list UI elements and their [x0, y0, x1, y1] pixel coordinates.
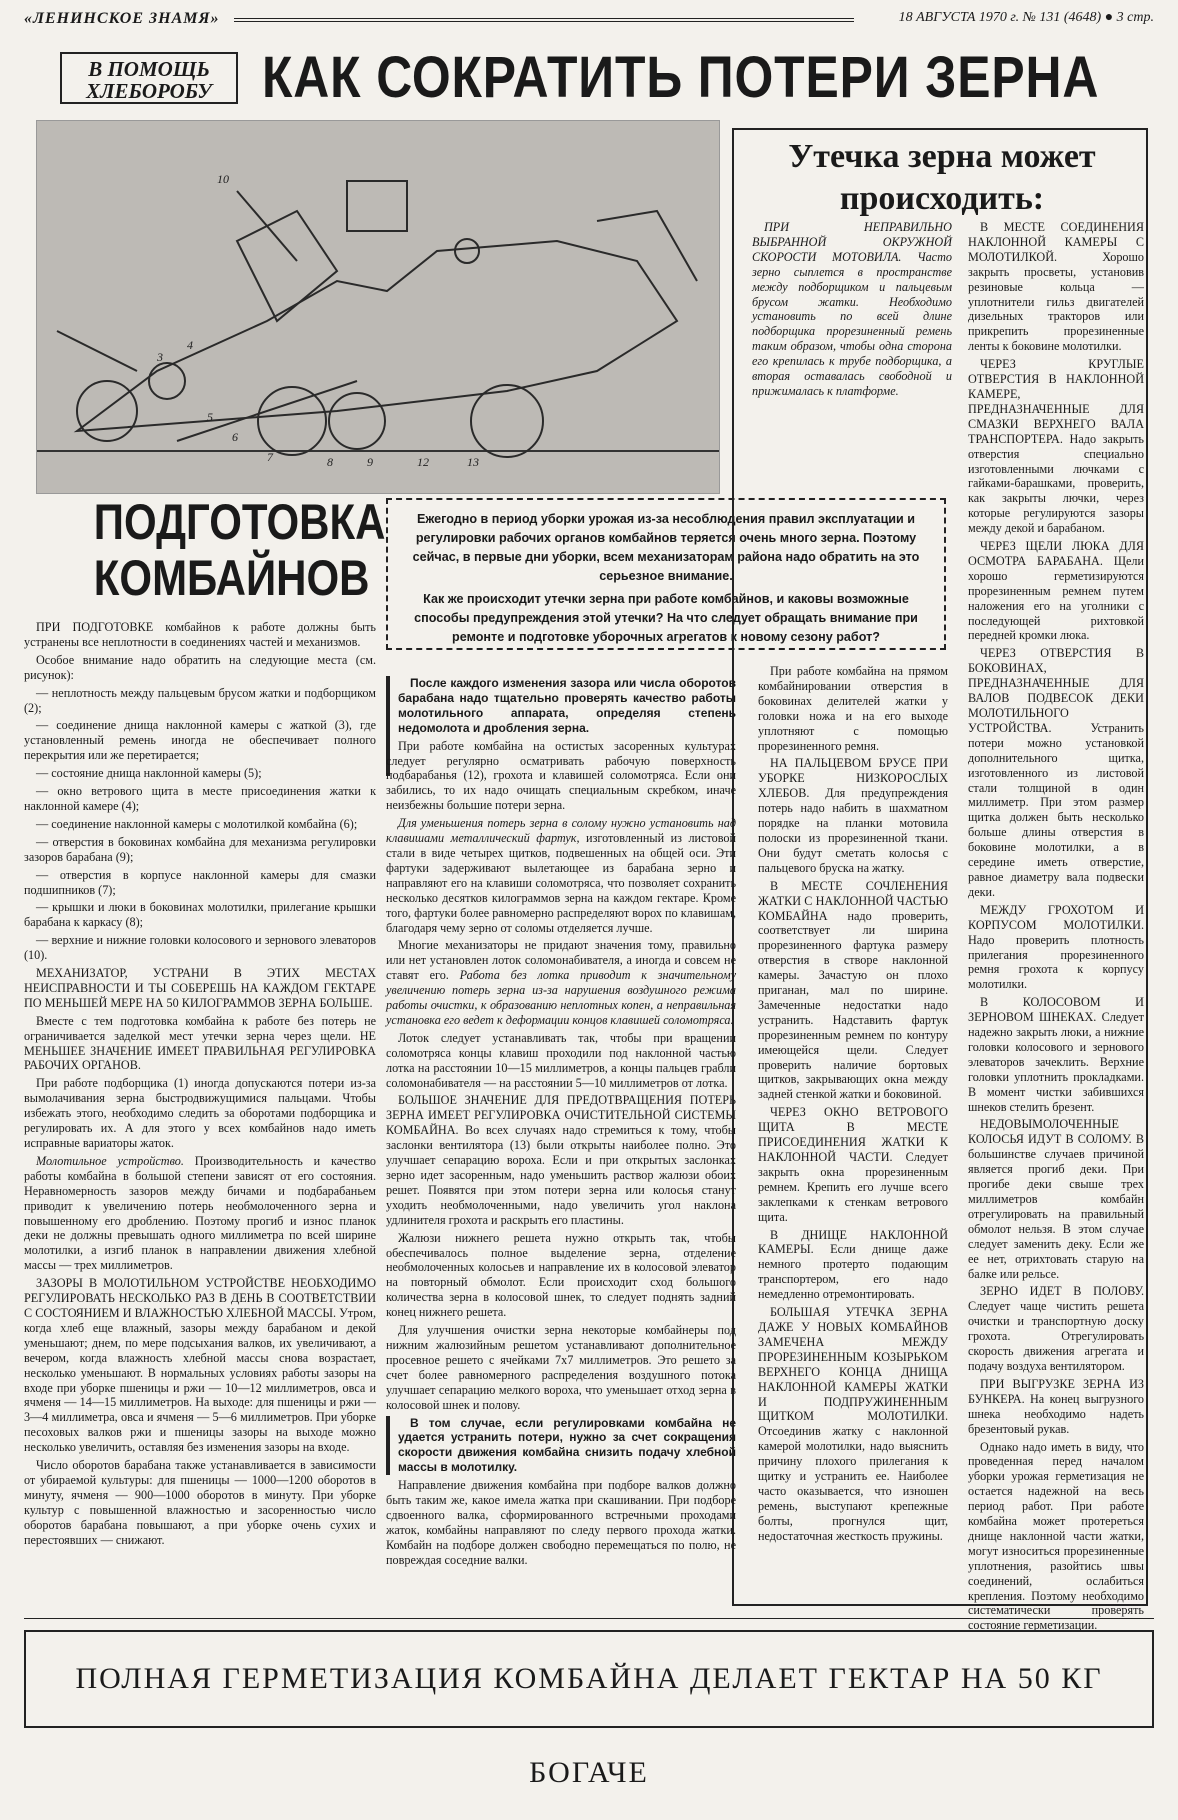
col1-list-6: — отверстия в боковинах комбайна для механизма регулировки зазоров барабана (9); [24, 834, 376, 864]
sidebar-p14: НЕДОВЫМОЛОЧЕННЫЕ КОЛОСЬЯ ИДУТ В СОЛОМУ. В большинстве случаев причиной является прогиб деки. При прогибе деки свыше трех миллиметров комбайн отрегулировать на правильный обмолот нельзя. В этом случае следует заменить деку. Если же ее нет, отрихтовать старую на балке или рельсе. [968, 1117, 1144, 1281]
bottom-rule [24, 1618, 1154, 1619]
col1-p8: Число оборотов барабана также устанавливается в зависимости от убираемой культуры: для пшеницы — 1000—1200 оборотов в минуту, ячменя — 900—1000 оборотов в минуту. При уборке культур с повышенной влажностью и засоренностью число оборотов барабана повышают, а при уборке очень сухих и перестоявших — снижают. [24, 1458, 376, 1547]
combine-drawing [37, 121, 719, 493]
col1-p1: ПРИ ПОДГОТОВКЕ комбайнов к работе должны быть устранены все неплотности в соединениях частей и механизмов. [24, 620, 376, 649]
col1-list-8: — крышки и люки в боковинах молотилки, прилегание крышки барабана к каркасу (8); [24, 900, 376, 930]
intro-paragraph-1: Ежегодно в период уборки урожая из-за несоблюдения правил эксплуатации и регулировки рабочих органов комбайнов теряется очень много зерна. Поэтому сейчас, в первые дни уборки, всем механизаторам района надо обратить на это серьезное внимание. [412, 512, 920, 583]
col1-p6 [24, 1154, 376, 1273]
callout-10: 10 [217, 172, 229, 186]
callout-5: 5 [207, 410, 213, 424]
rubric-box: В ПОМОЩЬ ХЛЕБОРОБУ [60, 52, 238, 104]
sidebar-column-c [968, 220, 1144, 1633]
col1-list-5: — соединение наклонной камеры с молотилкой комбайна (6); [36, 816, 358, 831]
col2-p3 [386, 938, 736, 1027]
sidebar-title: Утечка зерна может происходить: [788, 138, 1096, 217]
col2-p3-italic: Работа без лотка приводит к значительному увеличению потерь зерна из-за нарушения воздушного режима работы очистки, к образованию неплотных копен, а неправильная установка его ведет к деформации концов клавишей соломотряса. [386, 968, 737, 1027]
col2-p5-caps: БОЛЬШОЕ ЗНАЧЕНИЕ ДЛЯ ПРЕДОТВРАЩЕНИЯ ПОТЕРЬ ЗЕРНА ИМЕЕТ РЕГУЛИРОВКА ОЧИСТИТЕЛЬНОЙ СИСТЕМЫ КОМБАЙНА. [386, 1093, 736, 1138]
callout-4: 4 [187, 338, 193, 352]
col1-list-9: — верхние и нижние головки колосового и зернового элеваторов (10). [24, 933, 376, 963]
callout-7: 7 [267, 450, 273, 464]
col1-p7-body: Утром, когда хлеб еще влажный, зазоры между барабаном и декой уменьшают; днем, по мере подсыхания валков, их увеличивают, а вечером, когда влажность хлебной массы снова возрастает, несколько уменьшают. В нормальных условиях работы зазоры на входе при уборке пшеницы и ржи — 10—12 миллиметров, овса и ячменя — 14—15 миллиметров. На выходе: для пшеницы и ржи — 3—4 миллиметра, овса и ячменя — 5—6 миллиметров. При уборке песоховых валков ржи и пшеницы зазоры на выходе можно несколько увеличить, оставляя без изменения зазоры на входе. [24, 1305, 376, 1455]
combine-illustration [36, 120, 720, 494]
sidebar-p8: В МЕСТЕ СОЕДИНЕНИЯ НАКЛОННОЙ КАМЕРЫ С МОЛОТИЛКОЙ. Хорошо закрыть просветы, установив резиновые кольца — уплотнители гильз двигателей дизельных тракторов или прикрепить прорезиненные ленты к боковине молотилки. [968, 220, 1144, 354]
footer-slogan: ПОЛНАЯ ГЕРМЕТИЗАЦИЯ КОМБАЙНА ДЕЛАЕТ ГЕКТАР НА 50 КГ БОГАЧЕ [24, 1630, 1154, 1728]
article-column-2 [386, 676, 736, 1606]
sidebar-p10: ЧЕРЕЗ ЩЕЛИ ЛЮКА ДЛЯ ОСМОТРА БАРАБАНА. Щели хорошо герметизируются прорезиненным ремнем путем наложения его на уголники с последующей рихтовкой передней кромки люка. [968, 539, 1144, 643]
col2-p1: При работе комбайна на остистых засоренных культурах следует регулярно осматривать рабочую поверхность подбарабанья (12), грохота и клавишей соломотряса. Если они забились, то их надо очищать специальным скребком, иначе неизбежны большие потери зерна. [386, 738, 736, 813]
col2-p2 [386, 816, 736, 935]
col1-list-7: — отверстия в корпусе наклонной камеры для смазки подшипников (7); [24, 867, 376, 897]
col2-p6: Жалюзи нижнего решета нужно открыть так, чтобы обеспечивалось полное выделение зерна, отделение необмолоченных колосьев и направление их в колосовой элеватор на повторный обмолот. Если происходит сход большого количества зерна в колосовой шнек, то следует поднять задний конец нижнего решета. [386, 1230, 736, 1320]
sidebar-p9: ЧЕРЕЗ КРУГЛЫЕ ОТВЕРСТИЯ В НАКЛОННОЙ КАМЕРЕ, ПРЕДНАЗНАЧЕННЫЕ ДЛЯ СМАЗКИ ВЕРХНЕГО ВАЛА ТРАНСПОРТЕРА. Надо закрыть отверстия специально изготовленными лючками с гайками-барашками, проверить, как закрыты лючки, через которые регулируются зазоры между декой и барабаном. [968, 357, 1144, 536]
sidebar-p17: Однако надо иметь в виду, что проведенная перед началом уборки урожая герметизация не остается надежной на весь период работ. При работе комбайна может протереться днище наклонной части жатки, могут износиться прорезиненные уплотнения, разойтись швы соединений, ослабиться крепления. Поэтому необходимо систематически проверять состояние герметизации. [968, 1439, 1144, 1633]
col2-p2-body: изготовленный из листовой стали в виде четырех щитков, подвешенных на общей оси. Эти фартуки задерживают вылетающее из барабана зерно и направляют его на клавиши соломотряса, что позволяет сохранить несколько десятков килограммов зерна на каждом гектаре. Кроме того, фартуки более равномерно распределяют ворох по клавишам, благодаря чему зерно от соломы отделяется лучше. [386, 831, 737, 935]
col1-p7-caps: ЗАЗОРЫ В МОЛОТИЛЬНОМ УСТРОЙСТВЕ НЕОБХОДИМО РЕГУЛИРОВАТЬ НЕСКОЛЬКО РАЗ В ДЕНЬ В СООТВЕТСТВИИ С СОСТОЯНИЕМ И ВЛАЖНОСТЬЮ ХЛЕБНОЙ МАССЫ. [24, 1276, 376, 1320]
sidebar-p4: В МЕСТЕ СОЧЛЕНЕНИЯ ЖАТКИ С НАКЛОННОЙ ЧАСТЬЮ КОМБАЙНА надо проверить, соответствует ли ширина прорезиненного фартука размеру отверстия в створе наклонной камеры. Зачастую он плохо приганан, мал по ширине. Замеченные недостатки надо устранить. Надставить фартук прорезиненным ремнем по контуру имеющейся щели. Следует проверить наличие бортовых щитков, закрывающих окна между задней стенкой жатки и боковиной. [758, 878, 948, 1102]
callout-9: 9 [367, 455, 373, 469]
col2-p3-body: Многие механизаторы не придают значения тому, правильно или нет установлен лоток соломонабивателя, а иногда и совсем не ставят его. [386, 938, 736, 983]
sidebar-column-b [758, 664, 948, 1604]
section-title: ПОДГОТОВКА КОМБАЙНОВ [93, 494, 386, 606]
col1-list-2: — соединение днища наклонной камеры с жаткой (3), где установленный ремень иногда не обеспечивает полного перекрытия или же перетирается; [24, 718, 376, 763]
paper-name: «ЛЕНИНСКОЕ ЗНАМЯ» [24, 10, 220, 27]
col1-p2: Особое внимание надо обратить на следующие места (см. рисунок): [24, 652, 376, 682]
col2-p5 [386, 1093, 736, 1227]
col2-p7: Для улучшения очистки зерна некоторые комбайнеры под нижним жалюзийным решетом устанавливают дополнительное просевное решето с ячейками 7x7 миллиметров. Это решето за счет более равномерного распределения воздушного потока улучшает сепарацию мелкого вороха, что уменьшает отход зерна в колосовой шнек и полову. [386, 1323, 736, 1412]
sidebar-p15: ЗЕРНО ИДЕТ В ПОЛОВУ. Следует чаще чистить решета очистки и транспортную доску грохота. Отрегулировать скорость движения агрегата и подачу воздуха вентилятором. [968, 1284, 1144, 1373]
sidebar-p1: ПРИ НЕПРАВИЛЬНО ВЫБРАННОЙ ОКРУЖНОЙ СКОРОСТИ МОТОВИЛА. Часто зерно сыплется в пространстве между подборщиком и пальцевым брусом жатки. Необходимо установить по всей длине подборщика прорезиненный ремень таким образом, чтобы одна сторона его крепилась к трубе подборщика, а вторая оставалась свободной и прижималась к платформе. [752, 220, 952, 398]
sidebar-p5: ЧЕРЕЗ ОКНО ВЕТРОВОГО ЩИТА В МЕСТЕ ПРИСОЕДИНЕНИЯ ЖАТКИ К НАКЛОННОЙ ЧАСТИ. Следует закрыть окна прорезиненным ремнем. Крепить его лучше всего заклепками к стенкам ветрового щита. [758, 1105, 948, 1224]
col1-p5: При работе подборщика (1) иногда допускаются потери из-за вымолачивания зерна быстродвижущимися пальцами. Чтобы избежать этого, необходимо следить за оборотами подборщика и регулировать их. А для этого у всех комбайнов надо иметь исправные вариаторы жаток. [24, 1076, 376, 1150]
sidebar-p7: БОЛЬШАЯ УТЕЧКА ЗЕРНА ДАЖЕ У НОВЫХ КОМБАЙНОВ ЗАМЕЧЕНА МЕЖДУ ПРОРЕЗИНЕННЫМ КОЗЫРЬКОМ ВЕРХНЕГО КОНЦА ДНИЩА НАКЛОННОЙ КАМЕРЫ ЖАТКИ И ПОДПРУЖИНЕННЫМ ЩИТКОМ МОЛОТИЛКИ. Отсоединив жатку с наклонной камерой молотилки, надо выяснить причину плохого прилегания к щитку и устранить ее. Наиболее часто оказывается, что изношен ремень, выступают крепежные болты, прогнулся щит, недостаточная жесткость пружины. [758, 1305, 948, 1543]
sidebar-p2: При работе комбайна на прямом комбайнировании отверстия в боковинах делителей жатки у головки ножа и на его выходе уплотняют с помощью прорезиненного ремня. [758, 664, 948, 753]
callout-13: 13 [467, 455, 479, 469]
col1-p6-lead: Молотильное устройство. [36, 1153, 184, 1168]
masthead [24, 10, 1154, 32]
col2-box: В том случае, если регулировками комбайна не удается устранить потери, нужно за счет сокращения скорости движения комбайна снизить подачу хлебной массы в молотилку. [386, 1416, 736, 1476]
sidebar-p13: В КОЛОСОВОМ И ЗЕРНОВОМ ШНЕКАХ. Следует надежно закрыть люки, а нижние головки колосового и зернового элеваторов зачеклить. Верхние головки уплотнить прокладками. В момент чистки забившихся шнеков стелить брезент. [968, 995, 1144, 1114]
sidebar-p16: ПРИ ВЫГРУЗКЕ ЗЕРНА ИЗ БУНКЕРА. На конец выгрузного шнека необходимо надеть брезентовый рукав. [968, 1376, 1144, 1436]
col1-p4: Вместе с тем подготовка комбайна к работе без потерь не ограничивается заделкой мест утечки зерна через щели. НЕ МЕНЬШЕЕ ЗНАЧЕНИЕ ИМЕЕТ ПРАВИЛЬНАЯ РЕГУЛИРОВКА РАБОЧИХ ОРГАНОВ. [24, 1013, 376, 1073]
callout-8: 8 [327, 455, 333, 469]
col1-list-3: — состояние днища наклонной камеры (5); [36, 766, 262, 781]
col2-p5-body: Во всех случаях надо стремиться к тому, чтобы заслонки вентилятора (13) были открыты наиболее полно. Это улучшает сепарацию вороха. Если и при открытых заслонках зерно идет засоренным, надо уменьшить раствор жалюзи обоих решет. Появятся при этом потери зерна или колосья станут уходить необмолоченными, надо увеличить угол наклона удлинителя грохота и раскрыть его пластины. [386, 1123, 736, 1227]
intro-paragraph-2: Как же происходит утечки зерна при работе комбайнов, и каковы возможные способы предупреждения этой утечки? На что следует обращать внимание при ремонте и подготовке уборочных агрегатов к новому сезону работ? [414, 592, 918, 644]
col2-p2-lead: Для уменьшения потерь зерна в солому нужно установить над клавишами металлический фартук, [386, 816, 736, 846]
sidebar-column-a [752, 220, 952, 484]
sidebar-p6: В ДНИЩЕ НАКЛОННОЙ КАМЕРЫ. Если днище даже немного протерто подающим транспортером, его надо немедленно отремонтировать. [758, 1227, 948, 1302]
page-headline: КАК СОКРАТИТЬ ПОТЕРИ ЗЕРНА [262, 45, 1100, 110]
col1-p7 [24, 1276, 376, 1455]
sidebar-p12: МЕЖДУ ГРОХОТОМ И КОРПУСОМ МОЛОТИЛКИ. Надо проверить плотность прилегания прорезиненного ремня грохота к корпусу молотилки. [968, 902, 1144, 992]
col1-p3: МЕХАНИЗАТОР, УСТРАНИ В ЭТИХ МЕСТАХ НЕИСПРАВНОСТИ И ТЫ СОБЕРЕШЬ НА КАЖДОМ ГЕКТАРЕ ПО МЕНЬШЕЙ МЕРЕ НА 50 КИЛОГРАММОВ ЗЕРНА БОЛЬШЕ. [24, 966, 376, 1010]
col1-list-1: — неплотность между пальцевым брусом жатки и подборщиком (2); [24, 685, 376, 715]
article-column-1 [24, 620, 376, 1606]
sidebar-p11: ЧЕРЕЗ ОТВЕРСТИЯ В БОКОВИНАХ, ПРЕДНАЗНАЧЕННЫЕ ДЛЯ ВАЛОВ ПОДВЕСОК ДЕКИ МОЛОТИЛЬНОГО УСТРОЙСТВА. Устранить потери можно установкой дополнительного щитка, изготовленного из листовой стали толщиной в один миллиметр. При этом размер щитка должен быть несколько больше длины отверстия в боковине молотилки, а в середине иметь отверстие, равное диаметру вала подвески деки. [968, 646, 1144, 899]
callout-12: 12 [417, 455, 429, 469]
col2-p4: Лоток следует устанавливать так, чтобы при вращении соломотряса концы клавиш проходили под наклонной частью лотка на расстоянии 10—15 миллиметров, а концы пальцев грабли соломонабивателя — на расстоянии 5—10 миллиметров от лотка. [386, 1030, 736, 1090]
sidebar-p3: НА ПАЛЬЦЕВОМ БРУСЕ ПРИ УБОРКЕ НИЗКОРОСЛЫХ ХЛЕБОВ. Для предупреждения потерь надо набить в шахматном порядке на планки мотовила полоски из прорезиненной ткани. Они будут сметать колосья с пальцевого бруска на жатку. [758, 756, 948, 875]
issue-date: 18 АВГУСТА 1970 г. № 131 (4648) ● 3 стр. [898, 10, 1154, 25]
col1-p6-body: Производительность и качество работы комбайна в большой степени зависят от его состояния. Неравномерность зазоров между бичами и подбарабаньем приводит к увеличению потерь необмолоченного зерна и повышенному его дроблению. Поэтому прогиб и износ планок деки не должны превышать одного миллиметра по всей ширине молотилки, а изгиб планок в направлении движения хлебной массы — трех миллиметров. [24, 1153, 377, 1273]
col2-lead: После каждого изменения зазора или числа оборотов барабана надо тщательно проверять качество работы молотильного аппарата, определяя степень недомолота и дробления зерна. [398, 676, 736, 735]
callout-6: 6 [232, 430, 238, 444]
col2-p8: Направление движения комбайна при подборе валков должно быть таким же, какое имела жатка при скашивании. При подборе сдвоенного валка, сформированного встречными проходами жаток, комбайны направляют по следу первого прохода жатки. Комбайн на подборе должен свободно перемещаться по полю, не повреждая соседние валки. [386, 1478, 736, 1567]
callout-3: 3 [157, 350, 163, 364]
col1-list-4: — окно ветрового щита в месте присоединения жатки к наклонной камере (4); [24, 784, 376, 813]
masthead-rule [234, 18, 854, 22]
